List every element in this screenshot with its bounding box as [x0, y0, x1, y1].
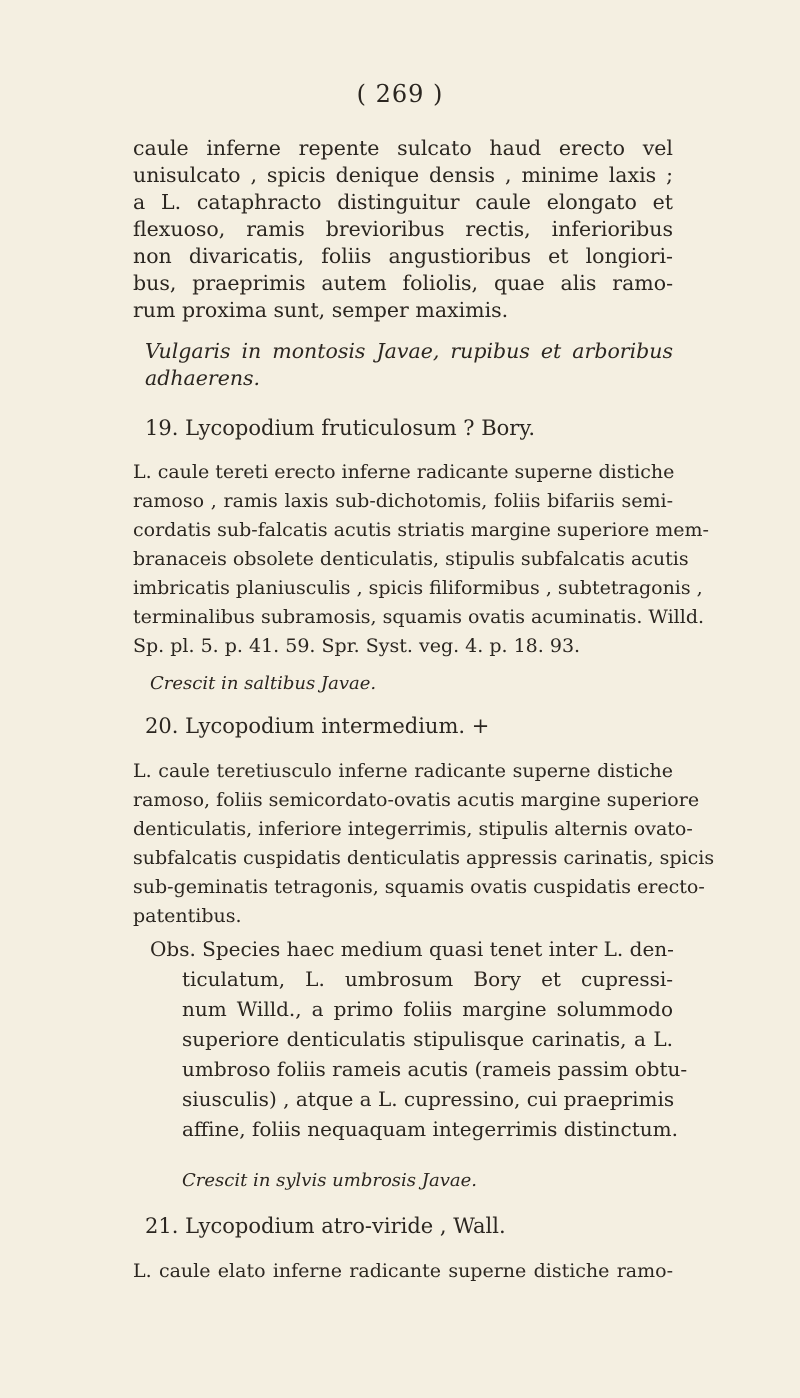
text-line: ramoso , ramis laxis sub-dichotomis, foliis bifariis semi-	[133, 490, 673, 512]
text-line: affine, foliis nequaquam integerrimis distinctum.	[182, 1117, 678, 1141]
text-line: L. caule teretiusculo inferne radicante superne distiche	[133, 760, 673, 782]
text-line: bus, praeprimis autem foliolis, quae alis ramo-	[133, 271, 673, 295]
text-line: subfalcatis cuspidatis denticulatis appressis carinatis, spicis	[133, 847, 715, 869]
text-line: umbroso foliis rameis acutis (rameis passim obtu-	[182, 1057, 688, 1081]
text-line: terminalibus subramosis, squamis ovatis acuminatis. Willd.	[133, 606, 705, 628]
text-line: Vulgaris in montosis Javae, rupibus et arboribus	[145, 339, 673, 363]
text-line: Sp. pl. 5. p. 41. 59. Spr. Syst. veg. 4. p. 18. 93.	[133, 635, 581, 657]
page-number: ( 269 )	[356, 80, 444, 108]
text-line: caule inferne repente sulcato haud erecto vel	[133, 136, 673, 160]
text-line: 20. Lycopodium intermedium. +	[145, 714, 490, 738]
text-line: Obs. Species haec medium quasi tenet inter L. den-	[150, 937, 674, 961]
text-line: siusculis) , atque a L. cupressino, cui praeprimis	[182, 1087, 675, 1111]
text-line: non divaricatis, foliis angustioribus et longiori-	[133, 244, 673, 268]
text-line: a L. cataphracto distinguitur caule elongato et	[133, 190, 673, 214]
text-line: L. caule tereti erecto inferne radicante superne distiche	[133, 461, 675, 483]
text-line: denticulatis, inferiore integerrimis, stipulis alternis ovato-	[133, 818, 693, 840]
text-line: L. caule elato inferne radicante superne distiche ramo-	[133, 1260, 673, 1282]
text-line: ticulatum, L. umbrosum Bory et cupressi-	[182, 967, 673, 991]
text-line: unisulcato , spicis denique densis , minime laxis ;	[133, 163, 673, 187]
text-line: branaceis obsolete denticulatis, stipulis subfalcatis acutis	[133, 548, 689, 570]
text-line: Crescit in saltibus Javae.	[150, 673, 377, 694]
text-line: sub-geminatis tetragonis, squamis ovatis cuspidatis erecto-	[133, 876, 705, 898]
text-line: rum proxima sunt, semper maximis.	[133, 298, 509, 322]
text-line: 19. Lycopodium fruticulosum ? Bory.	[145, 416, 536, 440]
text-line: Crescit in sylvis umbrosis Javae.	[182, 1170, 477, 1191]
text-line: flexuoso, ramis brevioribus rectis, inferioribus	[133, 217, 673, 241]
text-line: num Willd., a primo foliis margine solummodo	[182, 997, 673, 1021]
text-line: imbricatis planiusculis , spicis filiformibus , subtetragonis ,	[133, 577, 703, 599]
text-line: superiore denticulatis stipulisque carinatis, a L.	[182, 1027, 673, 1051]
text-line: cordatis sub-falcatis acutis striatis margine superiore mem-	[133, 519, 709, 541]
text-line: patentibus.	[133, 905, 242, 927]
text-line: adhaerens.	[145, 366, 261, 390]
text-line: 21. Lycopodium atro-viride , Wall.	[145, 1214, 506, 1238]
text-line: ramoso, foliis semicordato-ovatis acutis margine superiore	[133, 789, 700, 811]
